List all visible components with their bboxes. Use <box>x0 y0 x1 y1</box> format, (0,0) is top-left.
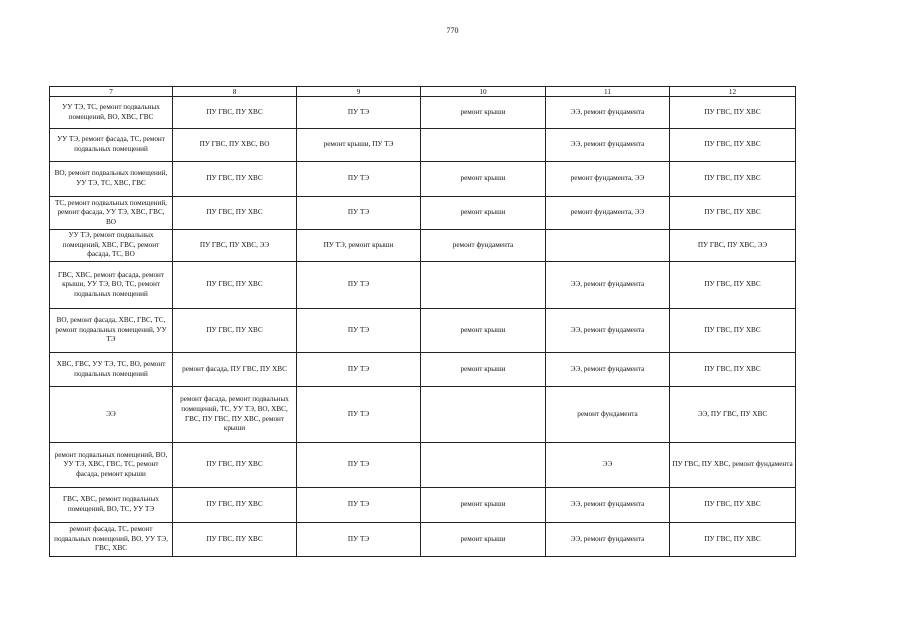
table-cell: ПУ ГВС, ПУ ХВС, ВО <box>173 129 297 162</box>
column-header: 11 <box>546 87 670 97</box>
table-cell: ПУ ГВС, ПУ ХВС <box>670 309 796 353</box>
table-cell: ЭЭ, ремонт фундамента <box>546 309 670 353</box>
table-cell: ремонт крыши <box>421 309 546 353</box>
table-row <box>50 197 796 230</box>
column-header: 9 <box>297 87 421 97</box>
table-cell: ПУ ГВС, ПУ ХВС <box>670 97 796 129</box>
table-cell: ПУ ТЭ, ремонт крыши <box>297 230 421 262</box>
table-cell: ЭЭ, ремонт фундамента <box>546 488 670 523</box>
table-cell: ВО, ремонт подвальных помещений, УУ ТЭ, ТС, ХВС, ГВС <box>50 162 173 197</box>
table-cell: ремонт фундамента, ЭЭ <box>546 197 670 230</box>
table-cell <box>421 262 546 309</box>
table-row <box>50 488 796 523</box>
table-cell: ремонт фундамента <box>421 230 546 262</box>
table-cell: ПУ ТЭ <box>297 488 421 523</box>
table-cell: ЭЭ, ремонт фундамента <box>546 129 670 162</box>
table-cell: ПУ ГВС, ПУ ХВС <box>173 488 297 523</box>
table-cell: ПУ ГВС, ПУ ХВС <box>670 129 796 162</box>
table-cell: ремонт крыши <box>421 97 546 129</box>
table-cell: ремонт крыши, ПУ ТЭ <box>297 129 421 162</box>
table-cell: ЭЭ, ремонт фундамента <box>546 97 670 129</box>
table-cell: ремонт фундамента, ЭЭ <box>546 162 670 197</box>
table-cell: УУ ТЭ, ТС, ремонт подвальных помещений, ВО, ХВС, ГВС <box>50 97 173 129</box>
table-cell: ремонт крыши <box>421 353 546 387</box>
table-cell: ПУ ГВС, ПУ ХВС, ЭЭ <box>670 230 796 262</box>
table-row <box>50 262 796 309</box>
table-cell: ПУ ГВС, ПУ ХВС <box>173 309 297 353</box>
table-cell: ТС, ремонт подвальных помещений, ремонт фасада, УУ ТЭ, ХВС, ГВС, ВО <box>50 197 173 230</box>
table-cell: ПУ ТЭ <box>297 97 421 129</box>
table-cell: ПУ ТЭ <box>297 309 421 353</box>
table-cell: ПУ ГВС, ПУ ХВС <box>173 97 297 129</box>
table-cell <box>421 387 546 443</box>
column-header: 10 <box>421 87 546 97</box>
table-cell: ЭЭ <box>50 387 173 443</box>
table-cell: ГВС, ХВС, ремонт подвальных помещений, ВО, ТС, УУ ТЭ <box>50 488 173 523</box>
table-cell: ПУ ГВС, ПУ ХВС <box>173 443 297 488</box>
table-cell: ремонт крыши <box>421 488 546 523</box>
table-cell: ПУ ТЭ <box>297 162 421 197</box>
table-cell: ПУ ГВС, ПУ ХВС <box>670 162 796 197</box>
table-row <box>50 230 796 262</box>
table-cell: ремонт крыши <box>421 523 546 557</box>
table-cell: ПУ ТЭ <box>297 197 421 230</box>
table-cell: ЭЭ, ремонт фундамента <box>546 353 670 387</box>
table-header-row <box>50 87 796 97</box>
table-cell: ПУ ТЭ <box>297 387 421 443</box>
table-cell: ЭЭ <box>546 443 670 488</box>
table-cell <box>421 443 546 488</box>
table-cell: ЭЭ, ремонт фундамента <box>546 523 670 557</box>
table-cell: ПУ ГВС, ПУ ХВС, ЭЭ <box>173 230 297 262</box>
table-cell: УУ ТЭ, ремонт подвальных помещений, ХВС, ГВС, ремонт фасада, ТС, ВО <box>50 230 173 262</box>
table-cell: ЭЭ, ремонт фундамента <box>546 262 670 309</box>
table-cell: ремонт подвальных помещений, ВО, УУ ТЭ, ХВС, ГВС, ТС, ремонт фасада, ремонт крыши <box>50 443 173 488</box>
table-cell: ПУ ТЭ <box>297 443 421 488</box>
table-cell: ПУ ГВС, ПУ ХВС <box>173 523 297 557</box>
table-cell: УУ ТЭ, ремонт фасада, ТС, ремонт подвальных помещений <box>50 129 173 162</box>
table-cell: ПУ ГВС, ПУ ХВС, ремонт фундамента <box>670 443 796 488</box>
data-table <box>49 86 796 557</box>
table-row <box>50 443 796 488</box>
table-cell: ПУ ГВС, ПУ ХВС <box>670 353 796 387</box>
table-cell: ПУ ГВС, ПУ ХВС <box>670 262 796 309</box>
table-row <box>50 309 796 353</box>
table-cell: ВО, ремонт фасада, ХВС, ГВС, ТС, ремонт подвальных помещений, УУ ТЭ <box>50 309 173 353</box>
table-row <box>50 353 796 387</box>
table-cell: ПУ ТЭ <box>297 353 421 387</box>
table-cell <box>421 129 546 162</box>
page-number: 770 <box>446 26 459 35</box>
table-row <box>50 523 796 557</box>
table-row <box>50 129 796 162</box>
table-cell: ПУ ТЭ <box>297 523 421 557</box>
table-cell: ремонт фасада, ПУ ГВС, ПУ ХВС <box>173 353 297 387</box>
column-header: 8 <box>173 87 297 97</box>
column-header: 7 <box>50 87 173 97</box>
table-cell: ремонт крыши <box>421 162 546 197</box>
table-cell: ПУ ГВС, ПУ ХВС <box>670 523 796 557</box>
table-cell: ГВС, ХВС, ремонт фасада, ремонт крыши, УУ ТЭ, ВО, ТС, ремонт подвальных помещений <box>50 262 173 309</box>
table-cell: ЭЭ, ПУ ГВС, ПУ ХВС <box>670 387 796 443</box>
table-cell: ПУ ГВС, ПУ ХВС <box>173 262 297 309</box>
table-cell: ПУ ГВС, ПУ ХВС <box>173 162 297 197</box>
table-cell: ремонт фасада, ТС, ремонт подвальных помещений, ВО, УУ ТЭ, ГВС, ХВС <box>50 523 173 557</box>
table-cell: ремонт фасада, ремонт подвальных помещений, ТС, УУ ТЭ, ВО, ХВС, ГВС, ПУ ГВС, ПУ ХВС, ремонт крыши <box>173 387 297 443</box>
table-row <box>50 97 796 129</box>
table-cell: ПУ ТЭ <box>297 262 421 309</box>
table-cell: ремонт крыши <box>421 197 546 230</box>
table-row <box>50 162 796 197</box>
table-cell: ПУ ГВС, ПУ ХВС <box>670 197 796 230</box>
table-cell: ПУ ГВС, ПУ ХВС <box>173 197 297 230</box>
table-cell <box>546 230 670 262</box>
table-cell: ремонт фундамента <box>546 387 670 443</box>
table-cell: ПУ ГВС, ПУ ХВС <box>670 488 796 523</box>
column-header: 12 <box>670 87 796 97</box>
table-row <box>50 387 796 443</box>
table-cell: ХВС, ГВС, УУ ТЭ, ТС, ВО, ремонт подвальных помещений <box>50 353 173 387</box>
